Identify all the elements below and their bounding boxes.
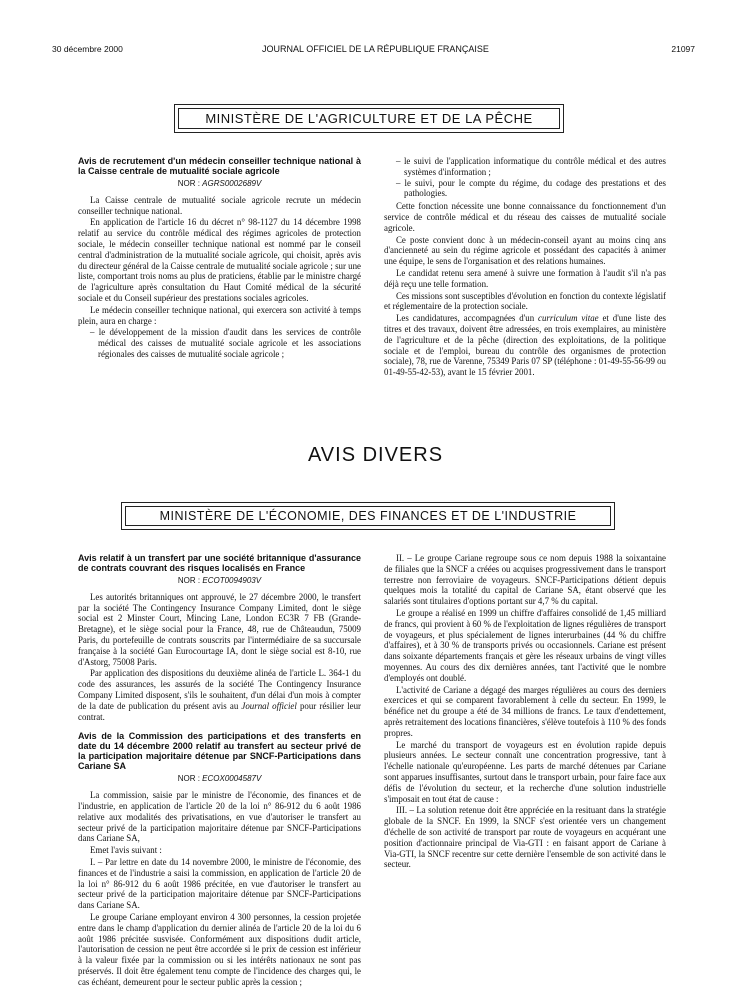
avis-divers-heading: AVIS DIVERS (307, 444, 444, 466)
header-journal-title: JOURNAL OFFICIEL DE LA RÉPUBLIQUE FRANÇAISE (262, 44, 489, 54)
paragraph: Les candidatures, accompagnées d'un curriculum vitae et d'une liste des titres et des travaux, doivent être adressées, en trois exemplaires, au ministère de l'agriculture et de la pêche (direction des exploitations, de la politique sociale et de l'emploi, bureau du contrôle des organismes de protection sociale), 78, rue de Varenne, 75349 Paris 07 SP (téléphone : 01-49-55-56-99 ou 01-49-55-42-53), avant le 15 février 2001. (384, 313, 666, 378)
ministry-title-agriculture: MINISTÈRE DE L'AGRICULTURE ET DE LA PÊCHE (178, 108, 560, 129)
paragraph: En application de l'article 16 du décret n° 98-1127 du 14 décembre 1998 relatif au service du contrôle médical des régimes agricoles de protection sociale, le médecin conseiller technique national est nommé par le conseil central d'administration de la mutualité sociale agricole, qui choisit, après avis du directeur général de la Caisse centrale de mutualité sociale agricole ; sur une liste, comportant trois noms au plus de praticiens, établie par le ministre chargé de l'agriculture après consultation du Haut Comité médical de la sécurité sociale et du Conseil supérieur des prestations sociales agricoles. (78, 217, 361, 303)
section-agriculture-left-column (78, 156, 361, 362)
paragraph: Les autorités britanniques ont approuvé, le 27 décembre 2000, le transfert par la société The Contingency Insurance Company Limited, dont le siège social est 2 Minster Court, Mincing Lane, London EC3R 7 FB (Grande-Bretagne), et le siège social pour la France, 48, rue de Châteaudun, 75009 Paris, du portefeuille de contrats souscrits par l'intermédiaire de sa succursale française à la société Gan Eurocourtage IA, dont le siège social est 8-10, rue d'Astorg, 75008 Paris. (78, 591, 361, 667)
paragraph: La commission, saisie par le ministre de l'économie, des finances et de l'industrie, en application de l'article 20 de la loi n° 86-912 du 6 août 1986 relative aux modalités des privatisations, en vue d'autoriser le transfert au secteur privé de la participation majoritaire détenue par SNCF-Participations dans Cariane SA, (78, 790, 361, 844)
paragraph: L'activité de Cariane a dégagé des marges régulières au cours des derniers exercices et qui se comparent favorablement à celle du secteur. En 1999, le bénéfice net du groupe a été de 34 millions de francs. Le taux d'endettement, après retraitement des locations financières, s'élève toutefois à 110 % des fonds propres. (384, 684, 666, 738)
section-title: Avis de recrutement d'un médecin conseiller technique national à la Caisse centrale de mutualité sociale agricole (78, 156, 361, 176)
mission-list-continued (384, 156, 666, 199)
list-item: – le suivi de l'application informatique du contrôle médical et des autres systèmes d'information ; (396, 156, 666, 177)
nor-reference: NOR : AGRS0002689V (177, 179, 262, 188)
ministry-box-agriculture (174, 104, 564, 133)
paragraph: I. – Par lettre en date du 14 novembre 2000, le ministre de l'économie, des finances et de l'industrie a saisi la commission, en application de l'article 20 de la loi n° 86-912 du 6 août 1986 précitée, en vue d'autoriser le transfert au secteur privé de la participation majoritaire détenue par SNCF-Participations dans Cariane SA. (78, 856, 361, 911)
paragraph: Le médecin conseiller technique national, qui exercera son activité à temps plein, aura en charge : (78, 304, 361, 326)
ministry-box-economie (121, 502, 615, 530)
paragraph: Ce poste convient donc à un médecin-conseil ayant au moins cinq ans d'ancienneté au sein du régime agricole et possédant des capacités à animer une équipe, le sens de l'organisation et des relations humaines. (384, 234, 666, 267)
section-economie-left-column (78, 553, 361, 989)
section-economie-right-column (384, 553, 666, 871)
section-title: Avis relatif à un transfert par une société britannique d'assurance de contrats couvrant des risques localisés en France (78, 553, 361, 573)
paragraph: Le groupe Cariane employant environ 4 300 personnes, la cession projetée entre dans le champ d'application du dernier alinéa de l'article 20 de la loi du 6 août 1986 précitée susvisée. Conformément aux dispositions dudit article, l'autorisation de cession ne peut être accordée si le prix de cession est inférieur à la valeur fixée par la commission ou si les intérêts nationaux ne sont pas préservés. Il doit être également tenu compte de l'incidence des charges qui, le cas échéant, demeurent pour le secteur public après la cession ; (78, 911, 361, 987)
paragraph: Ces missions sont susceptibles d'évolution en fonction du contexte législatif et réglementaire de la protection sociale. (384, 290, 666, 312)
paragraph: III. – La solution retenue doit être appréciée en la resituant dans la stratégie globale de la SNCF. En 1999, la SNCF s'est orientée vers un changement d'échelle de son activité de transport par route de voyageurs en acquérant une position d'actionnaire principal de Via-GTI : en faisant apport de Cariane à Via-GTI, la SNCF recentre sur cette dernière l'ensemble de son activité dans le secteur. (384, 805, 666, 870)
section-title: Avis de la Commission des participations et des transferts en date du 14 décembre 2000 relatif au transfert au secteur privé de la participation majoritaire détenue par SNCF-Participations dans Cariane SA (78, 731, 361, 772)
list-item: – le suivi, pour le compte du régime, du codage des prestations et des pathologies. (396, 177, 666, 199)
nor-reference: NOR : ECOT0094903V (177, 576, 262, 585)
paragraph: II. – Le groupe Cariane regroupe sous ce nom depuis 1988 la soixantaine de filiales que la SNCF a créées ou acquises progressivement dans le transport terrestre non ferroviaire de voyageurs. SNCF-Participations détient depuis quelques mois la totalité du capital de Cariane SA, étant observé que les salariés sont titulaires d'options portant sur 4,7 % du capital. (384, 553, 666, 607)
section-agriculture-right-column (384, 156, 666, 379)
paragraph: Emet l'avis suivant : (90, 845, 162, 856)
paragraph: Par application des dispositions du deuxième alinéa de l'article L. 364-1 du code des assurances, les assurés de la société The Contingency Insurance Company Limited disposent, s'ils le souhaitent, d'un délai d'un mois à compter de la date de publication du présent avis au Journal officiel pour résilier leur contrat. (78, 668, 361, 722)
header-page-number: 21097 (671, 44, 695, 54)
mission-list (78, 327, 361, 359)
paragraph: La Caisse centrale de mutualité sociale agricole recrute un médecin conseiller technique national. (78, 194, 361, 216)
paragraph: Le marché du transport de voyageurs est en évolution rapide depuis plusieurs années. Le secteur connaît une concentration progressive, tant à l'échelle nationale qu'européenne. Les parts de marché détenues par Cariane sont apparues insuffisantes, surtout dans le transport urbain, pour faire face aux défis de l'évolution du secteur, et la recherche d'une solution industrielle s'imposait en tout état de cause : (384, 739, 666, 804)
paragraph: Le groupe a réalisé en 1999 un chiffre d'affaires consolidé de 1,45 milliard de francs, qui provient à 60 % de l'exploitation de lignes régulières de transport de voyageurs, et plus spécialement de lignes interurbaines (44 % du chiffre d'affaires), et à 30 % de transports privés ou occasionnels. Cariane est présent dans soixante départements français et gère les réseaux urbains de vingt villes moyennes. Au cours des dix dernières années, tant l'activité que le nombre d'employés ont doublé. (384, 607, 666, 683)
paragraph: Le candidat retenu sera amené à suivre une formation à l'audit s'il n'a pas déjà reçu une telle formation. (384, 267, 666, 289)
header-date: 30 décembre 2000 (52, 44, 123, 54)
nor-reference: NOR : ECOX0004587V (177, 774, 262, 784)
list-item: – le développement de la mission d'audit dans les services de contrôle médical des caisses de mutualité sociale agricole et les associations régionales des caisses de mutualité sociale agricole ; (90, 327, 361, 359)
paragraph: Cette fonction nécessite une bonne connaissance du fonctionnement d'un service de contrôle médical et du réseau des caisses de mutualité sociale agricole. (384, 201, 666, 233)
ministry-title-economie: MINISTÈRE DE L'ÉCONOMIE, DES FINANCES ET DE L'INDUSTRIE (125, 506, 611, 526)
